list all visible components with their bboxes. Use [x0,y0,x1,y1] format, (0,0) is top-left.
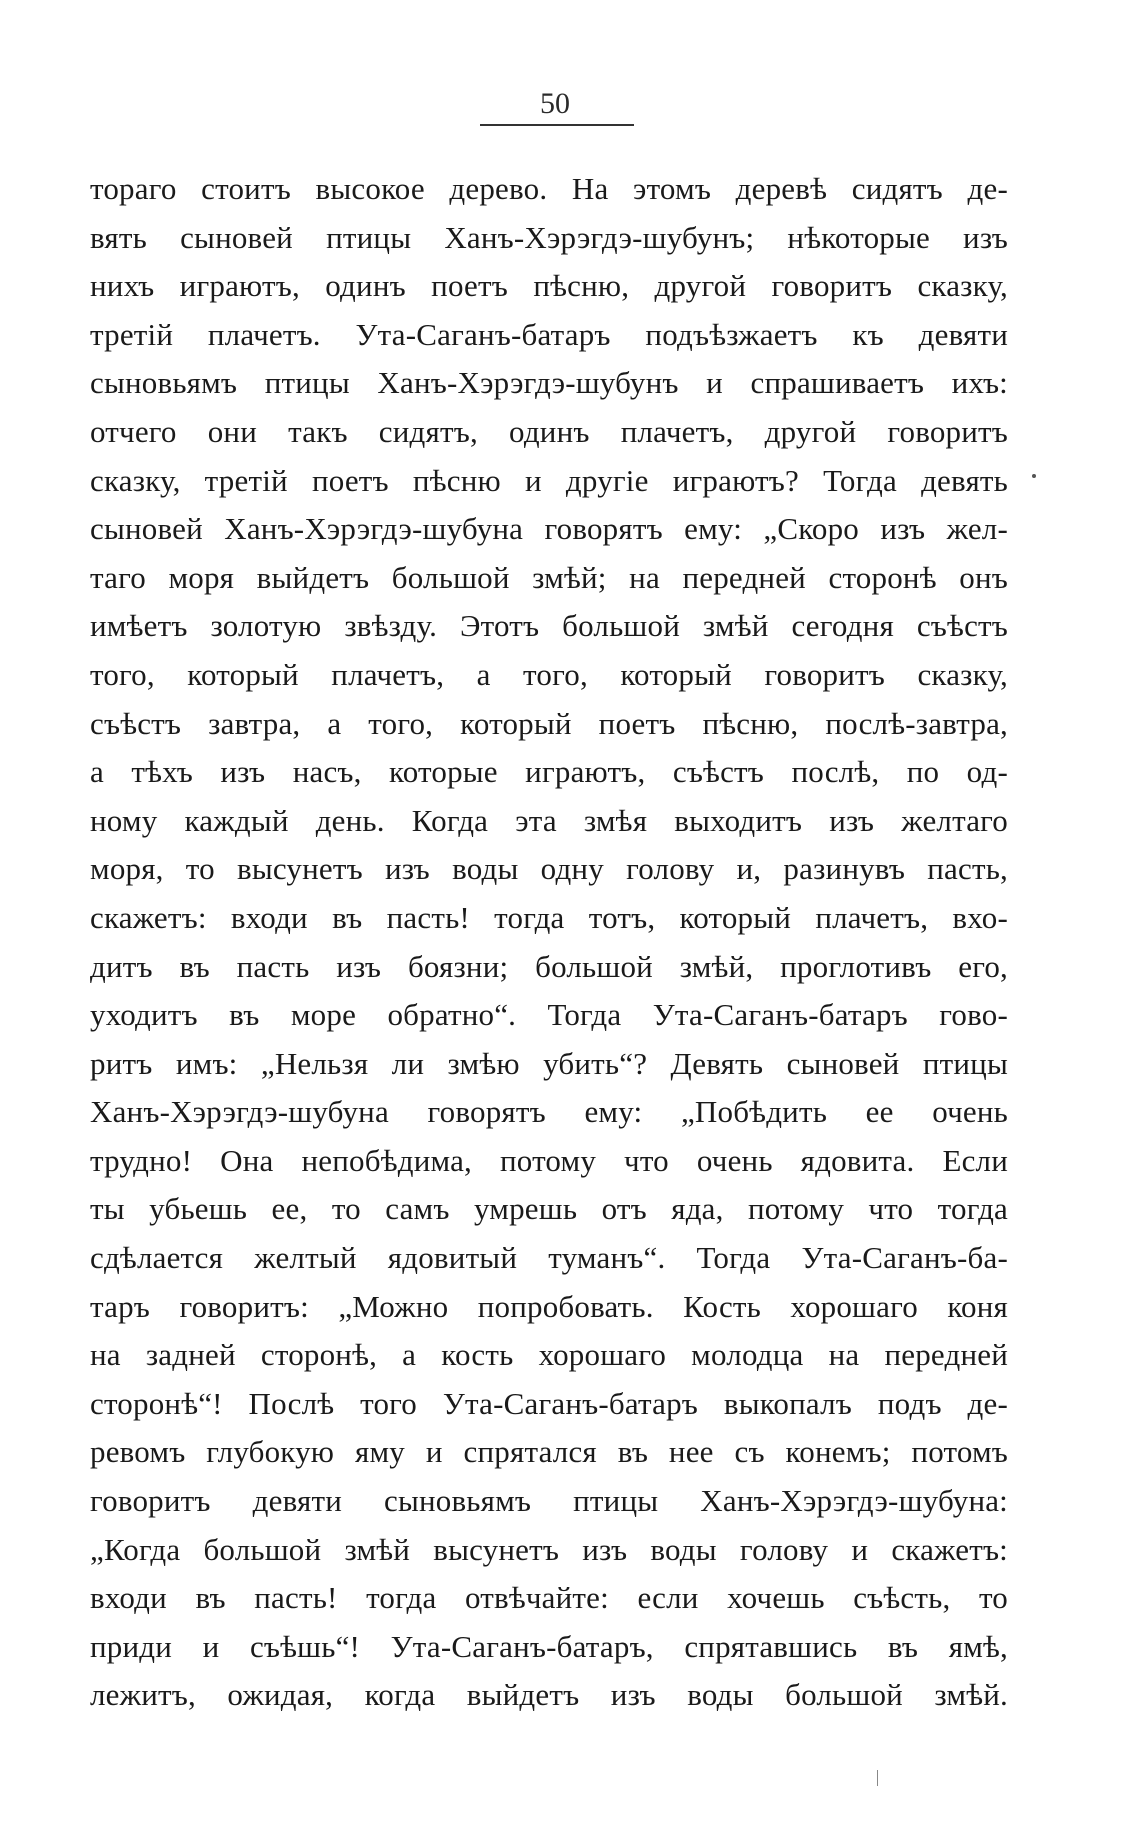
body-text [90,165,1008,1720]
text-line: ному каждый день. Когда эта змѣя выходитъ изъ желтаго [90,802,1008,838]
text-line: ритъ имъ: „Нельзя ли змѣю убить“? Девять сыновей птицы [90,1045,1008,1081]
text-line: сыновьямъ птицы Ханъ-Хэрэгдэ-шубунъ и спрашиваетъ ихъ: [90,365,1008,401]
text-line: сказку, третій поетъ пѣсню и другіе играютъ? Тогда девять [90,462,1008,498]
text-line: трудно! Она непобѣдима, потому что очень ядовита. Если [90,1142,1008,1178]
text-line: Ханъ-Хэрэгдэ-шубуна говорятъ ему: „Побѣдить ее очень [90,1094,1008,1130]
text-line: таго моря выйдетъ большой змѣй; на передней сторонѣ онъ [90,559,1008,595]
text-line: входи въ пасть! тогда отвѣчайте: если хочешь съѣсть, то [90,1580,1008,1616]
page-number: 50 [540,87,570,120]
text-line: моря, то высунетъ изъ воды одну голову и, разинувъ пасть, [90,851,1008,887]
text-line: третій плачетъ. Ута-Саганъ-батаръ подъѣзжаетъ къ девяти [90,316,1008,352]
text-line: имѣетъ золотую звѣзду. Этотъ большой змѣй сегодня съѣстъ [90,608,1008,644]
text-line: вять сыновей птицы Ханъ-Хэрэгдэ-шубунъ; нѣкоторые изъ [90,219,1008,255]
text-line: говоритъ девяти сыновьямъ птицы Ханъ-Хэрэгдэ-шубуна: [90,1483,1008,1519]
text-line: тораго стоитъ высокое дерево. На этомъ деревѣ сидятъ де- [90,171,1008,206]
text-line: „Когда большой змѣй высунетъ изъ воды голову и скажетъ: [90,1531,1008,1567]
text-line: скажетъ: входи въ пасть! тогда тотъ, который плачетъ, вхо- [90,899,1008,935]
text-line: того, который плачетъ, а того, который говоритъ сказку, [90,656,1008,692]
text-line: сдѣлается желтый ядовитый туманъ“. Тогда Ута-Саганъ-ба- [90,1240,1008,1276]
text-line: ты убьешь ее, то самъ умрешь отъ яда, потому что тогда [90,1191,1008,1227]
text-line: сыновей Ханъ-Хэрэгдэ-шубуна говорятъ ему: „Скоро изъ жел- [90,511,1008,547]
text-line: уходитъ въ море обратно“. Тогда Ута-Саганъ-батаръ гово- [90,997,1008,1033]
text-line: а тѣхъ изъ насъ, которые играютъ, съѣстъ послѣ, по од- [90,754,1008,790]
margin-tick [877,1770,878,1786]
text-line: таръ говоритъ: „Можно попробовать. Кость хорошаго коня [90,1288,1008,1324]
margin-dot [1032,474,1036,478]
text-line: сторонѣ“! Послѣ того Ута-Саганъ-батаръ выкопалъ подъ де- [90,1385,1008,1421]
text-line: нихъ играютъ, одинъ поетъ пѣсню, другой говоритъ сказку, [90,268,1008,304]
page-number-rule [480,124,634,126]
text-line: на задней сторонѣ, а кость хорошаго молодца на передней [90,1337,1008,1373]
text-line: лежитъ, ожидая, когда выйдетъ изъ воды большой змѣй. [90,1677,1008,1713]
text-line: приди и съѣшь“! Ута-Саганъ-батаръ, спрятавшись въ ямѣ, [90,1628,1008,1664]
text-line: дитъ въ пасть изъ боязни; большой змѣй, проглотивъ его, [90,948,1008,984]
text-line: съѣстъ завтра, а того, который поетъ пѣсню, послѣ-завтра, [90,705,1008,741]
text-line: ревомъ глубокую яму и спрятался въ нее съ конемъ; потомъ [90,1434,1008,1470]
text-line: отчего они такъ сидятъ, одинъ плачетъ, другой говоритъ [90,413,1008,449]
